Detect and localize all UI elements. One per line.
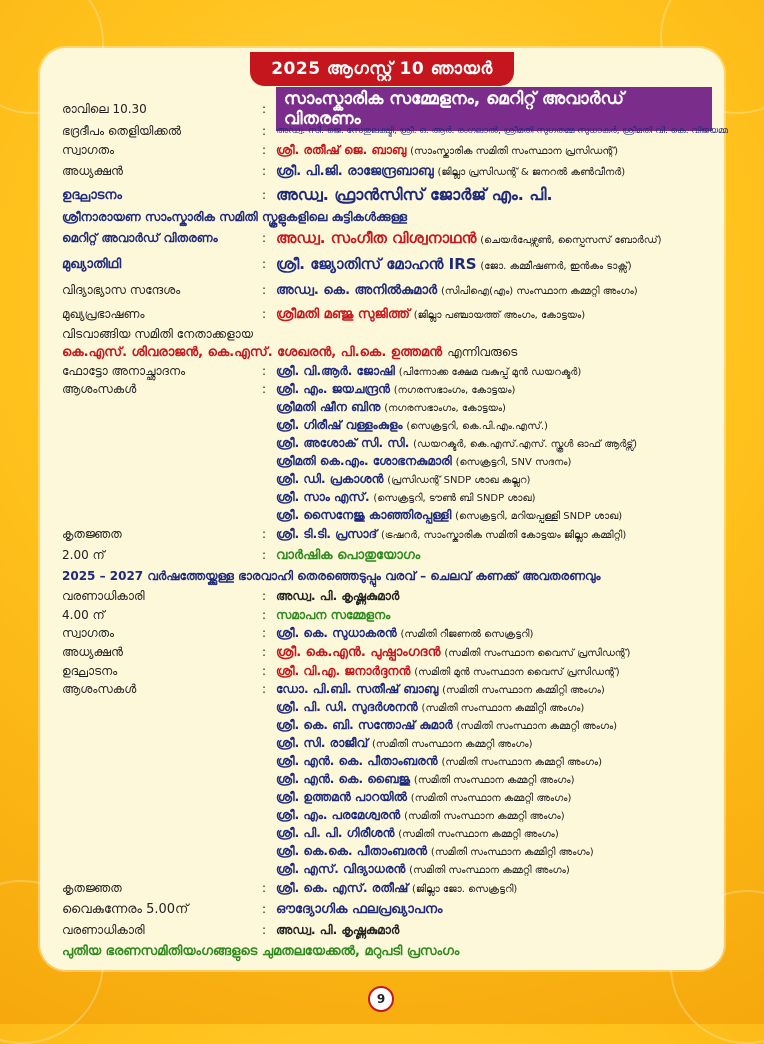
person-name: ശ്രീ. ഉത്തമൻ പാറയിൽ: [276, 789, 407, 804]
farewell-row: [62, 326, 712, 342]
heading-row: [62, 566, 712, 586]
person-name: ശ്രീമതി മഞ്ജു സുജിത്ത്: [276, 306, 410, 322]
row-note: (സമിതി സംസ്ഥാന കമ്മറ്റി അംഗം): [456, 720, 618, 732]
row-label: ആശംസകൾ: [62, 381, 137, 396]
program-row: [62, 734, 712, 752]
row-note: (സമിതി സംസ്ഥാന കമ്മറ്റി അംഗം): [410, 792, 572, 804]
row-label: അധ്യക്ഷൻ: [62, 644, 123, 659]
person-name: ശ്രീ. കെ. സുധാകരൻ: [276, 625, 397, 640]
program-row: മുഖ്യാതിഥി : ശ്രീ. ജ്യോതിസ് മോഹൻ IRS (ജോ. കമ്മീഷണർ, ഇൻകം ടാക്സ്): [62, 255, 632, 273]
program-row: [62, 506, 712, 524]
row-label: ഉദ്ഘാടനം: [62, 187, 122, 203]
row-note: (ജില്ലാ ജോ. സെക്രട്ടറി): [412, 883, 518, 895]
row-label: കൃതജ്ഞത: [62, 526, 122, 541]
program-row: ഉദ്ഘാടനം : അഡ്വ. ഫ്രാൻസിസ് ജോർജ് എം. പി.: [62, 185, 553, 204]
row-note: (സിപിഐ(എം) സംസ്ഥാന കമ്മറ്റി അംഗം): [440, 285, 638, 297]
program-row: ഭദ്രദീപം തെളിയിക്കൽ : അഡ്വ. സി. ജെ. സേതുലക്ഷ്മി, ശ്രീ. ഒ. ആർ. രംഗലാൽ, ശ്രീമതി സുഗതമ്മ സുധാകർ, ശ്രീമതി വി. കെ. വിജയമ്മ: [62, 123, 728, 138]
program-row: [62, 398, 712, 416]
program-row: [62, 842, 712, 860]
person-name: ശ്രീ. വി.എ. ജനാർദ്ദനൻ: [276, 663, 411, 678]
session-title: ഔദ്യോഗിക ഫലപ്രഖ്യാപനം: [276, 901, 443, 917]
row-note: (സെക്രട്ടറി, കെ.പി.എം.എസ്.): [406, 420, 548, 432]
person-name: ശ്രീ. അശോക് സി. സി.: [276, 435, 410, 450]
program-row: മുഖ്യപ്രഭാഷണം : ശ്രീമതി മഞ്ജു സുജിത്ത് (ജില്ലാ പഞ്ചായത്ത് അംഗം, കോട്ടയം): [62, 306, 586, 322]
program-row: [62, 824, 712, 842]
session-title: സമാപന സമ്മേളനം: [276, 607, 391, 622]
page-number: 9: [368, 986, 394, 1012]
row-note: (സമിതി സംസ്ഥാന കമ്മറ്റി അംഗം): [404, 810, 565, 822]
person-name: ശ്രീ. പി. ഡി. സുദർശനൻ: [276, 699, 418, 714]
session-row: വൈകുന്നേരം 5.00ന് : ഔദ്യോഗിക ഫലപ്രഖ്യാപനം: [62, 901, 443, 917]
row-note: (ട്രഷറർ, സാംസ്കാരിക സമിതി കോട്ടയം ജില്ലാ കമ്മിറ്റി): [380, 529, 627, 541]
program-row: വരണാധികാരി : അഡ്വ. പി. കൃഷ്ണകുമാർ: [62, 922, 400, 937]
row-label: കൃതജ്ഞത: [62, 880, 122, 895]
row-note: (സമിതി സംസ്ഥാന കമ്മിറ്റി അംഗം): [421, 702, 585, 714]
farewell-names-row: [62, 342, 712, 362]
row-note: (സമിതി സംസ്ഥാന കമ്മിറ്റി അംഗം): [430, 846, 594, 858]
program-row: അധ്യക്ഷൻ : ശ്രീ. കെ.എൻ. പുഷ്പാംഗദൻ (സമിതി സംസ്ഥാന വൈസ് പ്രസിഡന്റ്): [62, 644, 631, 660]
program-schedule: [62, 89, 728, 962]
time-label: വൈകുന്നേരം 5.00ന്: [62, 901, 189, 917]
row-note: (ജില്ലാ പ്രസിഡന്റ് & ജനറൽ കൺവീനർ): [437, 166, 626, 178]
program-row: ആശംസകൾ : ഡോ. പി.ബി. സതീഷ് ബാബു (സമിതി സംസ്ഥാന കമ്മിറ്റി അംഗം): [62, 681, 605, 696]
person-name: അഡ്വ. ഫ്രാൻസിസ് ജോർജ് എം. പി.: [276, 185, 553, 204]
row-label: സ്വാഗതം: [62, 625, 115, 640]
session-title: വാർഷിക പൊതുയോഗം: [276, 547, 421, 563]
row-label: സ്വാഗതം: [62, 142, 115, 157]
farewell-suffix: എന്നിവരുടെ: [447, 344, 518, 359]
row-note: (ജോ. കമ്മീഷണർ, ഇൻകം ടാക്സ്): [480, 261, 632, 272]
row-note: അഡ്വ. സി. ജെ. സേതുലക്ഷ്മി, ശ്രീ. ഒ. ആർ. രംഗലാൽ, ശ്രീമതി സുഗതമ്മ സുധാകർ, ശ്രീമതി വി. കെ. വിജയമ്മ: [276, 126, 728, 136]
program-row: [62, 752, 712, 770]
person-name: ശ്രീ. ഗിരീഷ് വള്ളംകുളം: [276, 417, 403, 432]
person-name: ശ്രീ. സൈനേജു കാഞ്ഞിരപ്പള്ളി: [276, 507, 452, 522]
row-label: ഭദ്രദീപം തെളിയിക്കൽ: [62, 123, 182, 138]
program-row: സ്വാഗതം : ശ്രീ. രതീഷ് ജെ. ബാബു (സാംസ്കാരിക സമിതി സംസ്ഥാന പ്രസിഡന്റ്): [62, 142, 619, 157]
program-row: [62, 434, 712, 452]
row-label: മുഖ്യാതിഥി: [62, 256, 122, 272]
program-row: [62, 806, 712, 824]
person-name: ശ്രീ. രതീഷ് ജെ. ബാബു: [276, 142, 407, 157]
row-note: (സെക്രട്ടറി, ടൗൺ ബി SNDP ശാഖ): [373, 492, 536, 504]
person-name: ശ്രീമതി ഷീന ബിനു: [276, 399, 381, 414]
program-row: അധ്യക്ഷൻ : ശ്രീ. പി.ജി. രാജേന്ദ്രബാബു (ജില്ലാ പ്രസിഡന്റ് & ജനറൽ കൺവീനർ): [62, 163, 626, 179]
row-label: ഫോട്ടോ അനാച്ഛാദനം: [62, 363, 186, 378]
row-note: (സെക്രട്ടറി, മറിയപ്പള്ളി SNDP ശാഖ): [455, 510, 623, 522]
merit-heading: ശ്രീനാരായണ സാംസ്കാരിക സമിതി സ്കൂളുകളിലെ കുട്ടികൾക്കുള്ള: [62, 209, 408, 224]
person-name: ശ്രീ. കെ. എസ്. രതീഷ്: [276, 880, 409, 895]
row-note: (സമിതി മുൻ സംസ്ഥാന വൈസ് പ്രസിഡന്റ്): [414, 666, 620, 678]
person-name: ശ്രീ. എം. ജയചന്ദ്രൻ: [276, 381, 390, 396]
program-row: [62, 716, 712, 734]
person-name: ശ്രീ. കെ.എൻ. പുഷ്പാംഗദൻ: [276, 644, 441, 660]
person-name: ശ്രീ. എം. പരമേശ്വരൻ: [276, 807, 401, 822]
row-label: വിദ്യാഭ്യാസ സന്ദേശം: [62, 282, 181, 297]
person-name: അഡ്വ. പി. കൃഷ്ണകുമാർ: [276, 588, 400, 603]
row-note: (സമിതി സംസ്ഥാന വൈസ് പ്രസിഡന്റ്): [444, 647, 631, 659]
row-note: (നഗരസഭാംഗം, കോട്ടയം): [393, 384, 516, 396]
person-name: ശ്രീ. ഡി. പ്രകാശൻ: [276, 471, 384, 486]
person-name: ശ്രീ. കെ.കെ. പീതാംബരൻ: [276, 843, 428, 858]
row-label: മെറിറ്റ് അവാർഡ് വിതരണം: [62, 230, 218, 245]
closing-text: പുതിയ ഭരണസമിതിയംഗങ്ങളുടെ ചുമതലയേക്കൽ, മറുപടി പ്രസംഗം: [62, 943, 460, 959]
date-header: 2025 ആഗസ്റ്റ് 10 ഞായർ: [250, 52, 514, 86]
row-label: ഉദ്ഘാടനം: [62, 663, 118, 678]
row-note: (ചെയർപേഴ്സൺ, സ്പൈസസ് ബോർഡ്): [480, 235, 662, 246]
program-row: കൃതജ്ഞത : ശ്രീ. ടി.ടി. പ്രസാദ് (ട്രഷറർ, സാംസ്കാരിക സമിതി കോട്ടയം ജില്ലാ കമ്മിറ്റി): [62, 526, 627, 541]
row-note: (പ്രസിഡന്റ് SNDP ശാഖ കല്ലറ): [387, 474, 531, 486]
election-heading: 2025 – 2027 വർഷത്തേയ്ക്കുള്ള ഭാരവാഹി തെരഞ്ഞെടുപ്പും വരവ് – ചെലവ് കണക്ക് അവതരണവും: [62, 568, 601, 583]
person-name: ശ്രീ. എൻ. കെ. ബൈജു: [276, 771, 411, 786]
program-row: [62, 698, 712, 716]
program-row: [62, 788, 712, 806]
session-row: 2.00 ന് : വാർഷിക പൊതുയോഗം: [62, 547, 421, 563]
time-label: 4.00 ന്: [62, 607, 105, 622]
farewell-names: കെ.എസ്. ശിവരാജൻ, കെ.എസ്. ശേഖരൻ, പി.കെ. ഉത്തമൻ: [62, 344, 443, 360]
person-name: ശ്രീ. എസ്. വിദ്യാധരൻ: [276, 861, 406, 876]
person-name: അഡ്വ. കെ. അനിൽകുമാർ: [276, 282, 438, 298]
farewell-text: വിടവാങ്ങിയ സമിതി നേതാക്കളായ: [62, 326, 253, 341]
person-name: ശ്രീ. കെ. ബി. സന്തോഷ് കുമാർ: [276, 717, 453, 732]
program-row: വിദ്യാഭ്യാസ സന്ദേശം : അഡ്വ. കെ. അനിൽകുമാർ (സിപിഐ(എം) സംസ്ഥാന കമ്മറ്റി അംഗം): [62, 282, 638, 298]
row-label: വരണാധികാരി: [62, 922, 145, 937]
time-label: രാവിലെ 10.30: [62, 101, 147, 116]
row-note: (ജില്ലാ പഞ്ചായത്ത് അംഗം, കോട്ടയം): [413, 309, 586, 321]
program-row: ഉദ്ഘാടനം : ശ്രീ. വി.എ. ജനാർദ്ദനൻ (സമിതി മുൻ സംസ്ഥാന വൈസ് പ്രസിഡന്റ്): [62, 663, 620, 678]
person-name: അഡ്വ. പി. കൃഷ്ണകുമാർ: [276, 922, 400, 937]
program-row: ഫോട്ടോ അനാച്ഛാദനം : ശ്രീ. വി.ആർ. ജോഷി (പിന്നോക്ക ക്ഷേമ വകുപ്പ് മുൻ ഡയറക്ടർ): [62, 363, 582, 378]
session-title: സാംസ്കാരിക സമ്മേളനം, മെറിറ്റ് അവാർഡ് വിതരണം: [276, 87, 712, 131]
row-note: (നഗരസഭാംഗം, കോട്ടയം): [384, 402, 506, 414]
person-name: ശ്രീ. എൻ. കെ. പീതാംബരൻ: [276, 753, 438, 768]
row-note: (സമിതി സംസ്ഥാന കമ്മറ്റി അംഗം): [441, 756, 602, 768]
row-note: (സമിതി റീജണൽ സെക്രട്ടറി): [400, 628, 534, 640]
row-note: (സമിതി സംസ്ഥാന കമ്മറ്റി അംഗം): [413, 774, 575, 786]
program-row: [62, 416, 712, 434]
row-note: (സമിതി സംസ്ഥാന കമ്മറ്റി അംഗം): [398, 828, 559, 840]
program-row: കൃതജ്ഞത : ശ്രീ. കെ. എസ്. രതീഷ് (ജില്ലാ ജോ. സെക്രട്ടറി): [62, 880, 518, 895]
program-row: [62, 770, 712, 788]
time-label: 2.00 ന്: [62, 547, 105, 562]
person-name: ശ്രീ. വി.ആർ. ജോഷി: [276, 363, 395, 378]
person-name: ശ്രീ. ജ്യോതിസ് മോഹൻ IRS: [276, 255, 477, 273]
row-note: (സമിതി സംസ്ഥാന കമ്മറ്റി അംഗം): [371, 738, 533, 750]
person-name: ശ്രീ. ടി.ടി. പ്രസാദ്: [276, 526, 378, 541]
row-label: വരണാധികാരി: [62, 588, 145, 603]
program-row: [62, 452, 712, 470]
session-row: 4.00 ന് : സമാപന സമ്മേളനം: [62, 607, 391, 622]
person-name: അഡ്വ. സംഗീത വിശ്വനാഥൻ: [276, 229, 477, 247]
program-row: [62, 860, 712, 878]
row-label: മുഖ്യപ്രഭാഷണം: [62, 306, 145, 321]
program-row: [62, 470, 712, 488]
row-note: (പിന്നോക്ക ക്ഷേമ വകുപ്പ് മുൻ ഡയറക്ടർ): [398, 366, 582, 378]
person-name: ശ്രീ. സി. രാജീവ്: [276, 735, 369, 750]
program-row: [62, 488, 712, 506]
session-row: രാവിലെ 10.30 : സാംസ്കാരിക സമ്മേളനം, മെറിറ്റ് അവാർഡ് വിതരണം: [62, 96, 712, 122]
closing-row: [62, 940, 712, 962]
row-note: (സമിതി സംസ്ഥാന കമ്മറ്റി അംഗം): [409, 864, 570, 876]
row-note: (സാംസ്കാരിക സമിതി സംസ്ഥാന പ്രസിഡന്റ്): [410, 145, 619, 157]
person-name: ശ്രീ. സാം എസ്.: [276, 489, 370, 504]
program-row: മെറിറ്റ് അവാർഡ് വിതരണം : അഡ്വ. സംഗീത വിശ്വനാഥൻ (ചെയർപേഴ്സൺ, സ്പൈസസ് ബോർഡ്): [62, 229, 662, 247]
row-label: അധ്യക്ഷൻ: [62, 163, 123, 178]
row-label: ആശംസകൾ: [62, 681, 137, 696]
row-note: (സെക്രട്ടറി, SNV സദനം): [455, 456, 572, 468]
person-name: ശ്രീ. പി.ജി. രാജേന്ദ്രബാബു: [276, 163, 434, 179]
person-name: ശ്രീ. പി. പി. ഗിരീശൻ: [276, 825, 395, 840]
row-note: (ഡയറക്ടർ, കെ.എസ്.എസ്. സ്കൂൾ ഓഫ് ആർട്സ്): [413, 438, 638, 450]
program-row: സ്വാഗതം : ശ്രീ. കെ. സുധാകരൻ (സമിതി റീജണൽ സെക്രട്ടറി): [62, 625, 534, 640]
merit-heading-row: [62, 208, 712, 226]
person-name: ശ്രീമതി കെ.എം. ശോഭനകുമാരി: [276, 453, 452, 468]
program-row: വരണാധികാരി : അഡ്വ. പി. കൃഷ്ണകുമാർ: [62, 588, 400, 603]
person-name: ഡോ. പി.ബി. സതീഷ് ബാബു: [276, 681, 439, 696]
row-note: (സമിതി സംസ്ഥാന കമ്മിറ്റി അംഗം): [442, 684, 605, 696]
program-row: ആശംസകൾ : ശ്രീ. എം. ജയചന്ദ്രൻ (നഗരസഭാംഗം, കോട്ടയം): [62, 381, 516, 396]
